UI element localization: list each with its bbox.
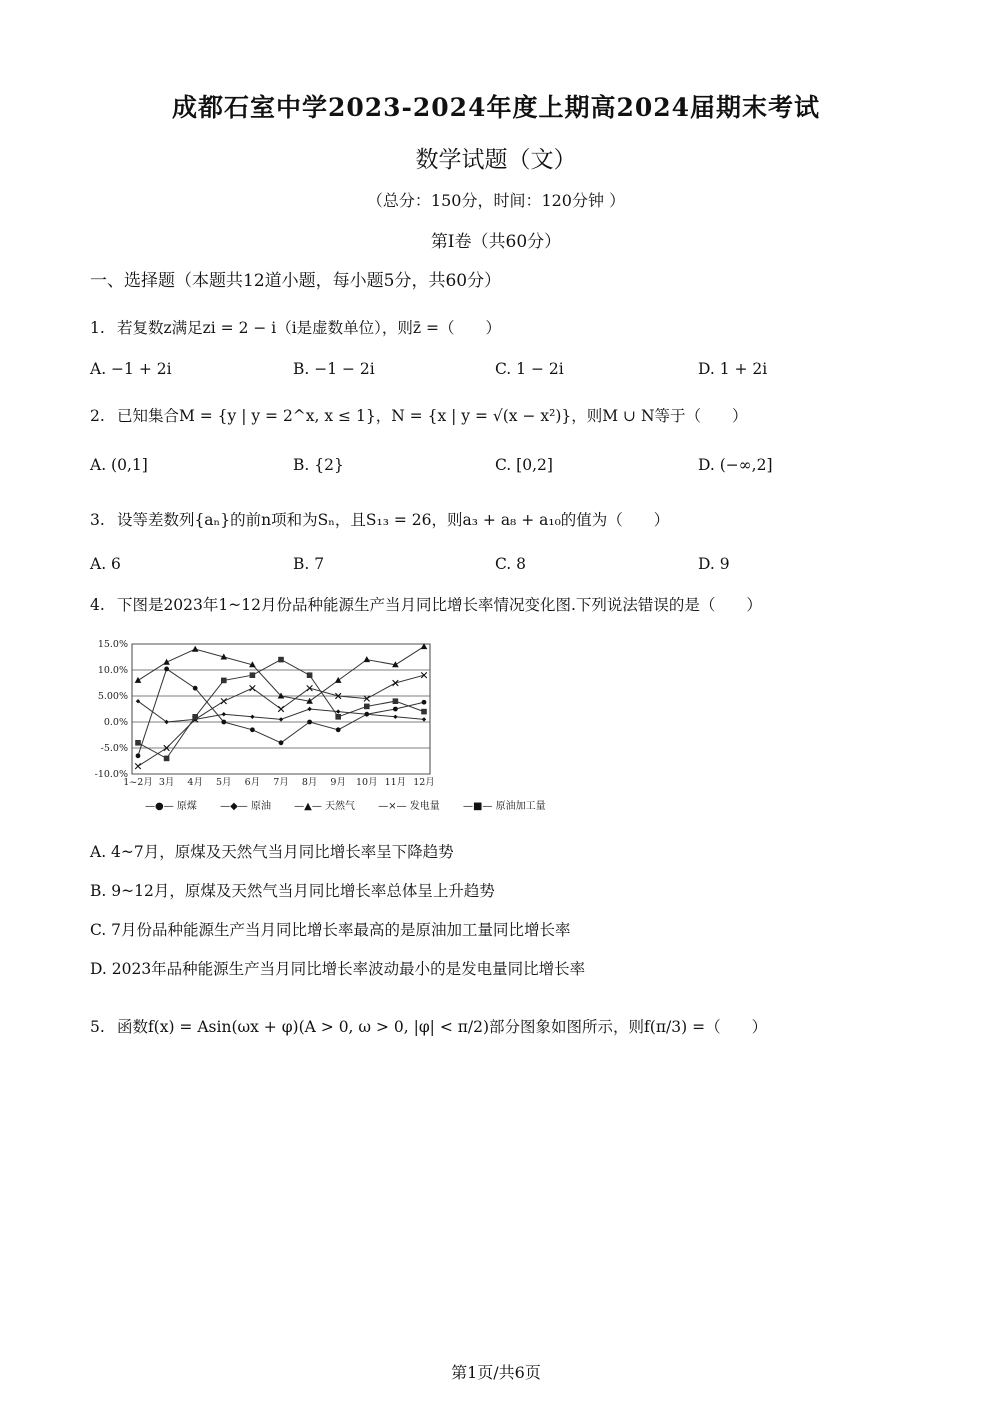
data-point: [307, 720, 312, 725]
data-point: [221, 720, 226, 725]
option-b[interactable]: B. {2}: [293, 456, 344, 474]
data-point: [421, 709, 427, 715]
option-a[interactable]: A. (0,1]: [90, 456, 148, 474]
data-point: [393, 715, 397, 719]
option-c[interactable]: C. [0,2]: [495, 456, 553, 474]
option-c[interactable]: C. 1 − 2i: [495, 360, 564, 378]
data-point: [164, 667, 169, 672]
chart-svg: [90, 636, 435, 796]
question-2: [90, 404, 748, 426]
y-tick-label: -10.0%: [94, 769, 128, 780]
option-d[interactable]: D. 9: [698, 555, 730, 573]
data-point: [364, 704, 370, 710]
question-1: [90, 316, 501, 338]
legend-item: —■— 原油加工量: [462, 801, 546, 812]
data-point: [393, 698, 399, 704]
data-point: [192, 714, 198, 720]
x-tick-label: 1~2月: [123, 777, 153, 788]
question-number: 4.: [90, 596, 105, 614]
data-point: [336, 727, 341, 732]
legend-item: —×— 发电量: [378, 801, 440, 812]
data-point: [393, 707, 398, 712]
data-point: [222, 712, 226, 716]
data-point: [307, 672, 313, 678]
question-4-option-b[interactable]: B. 9~12月，原煤及天然气当月同比增长率总体呈上升趋势: [90, 882, 495, 900]
x-tick-label: 5月: [216, 777, 232, 788]
y-tick-label: -5.0%: [100, 743, 128, 754]
data-point: [279, 717, 283, 721]
x-tick-label: 10月: [356, 777, 378, 788]
question-number: 2.: [90, 407, 105, 425]
chart-legend: [145, 797, 566, 812]
section-heading: 一、选择题（本题共12道小题，每小题5分，共60分）: [90, 271, 502, 291]
option-b[interactable]: B. −1 − 2i: [293, 360, 375, 378]
data-point: [278, 657, 284, 663]
data-point: [364, 656, 371, 662]
option-d[interactable]: D. (−∞,2]: [698, 456, 773, 474]
option-d[interactable]: D. 1 + 2i: [698, 360, 768, 378]
question-5: [90, 1015, 767, 1037]
data-point: [192, 646, 199, 652]
question-4-option-a[interactable]: A. 4~7月，原煤及天然气当月同比增长率呈下降趋势: [90, 843, 454, 861]
option-a[interactable]: A. 6: [90, 555, 121, 573]
legend-item: —◆— 原油: [220, 801, 271, 812]
data-point: [279, 740, 284, 745]
exam-meta: （总分：150分，时间：120分钟 ）: [366, 191, 626, 210]
exam-subtitle: 数学试题（文）: [415, 147, 577, 173]
data-point: [250, 672, 256, 678]
data-point: [135, 677, 142, 683]
question-4: [90, 593, 762, 615]
x-tick-label: 7月: [273, 777, 289, 788]
question-4-option-c[interactable]: C. 7月份品种能源生产当月同比增长率最高的是原油加工量同比增长率: [90, 921, 571, 939]
y-tick-label: 15.0%: [97, 639, 128, 650]
data-point: [393, 680, 399, 686]
x-tick-label: 11月: [384, 777, 407, 788]
data-point: [250, 685, 256, 691]
question-number: 1.: [90, 319, 105, 337]
data-point: [307, 685, 313, 691]
data-point: [278, 706, 284, 712]
question-text: 若复数z满足zi = 2 − i（i是虚数单位），则z̄ =（ ）: [116, 319, 502, 337]
question-text: 设等差数列{aₙ}的前n项和为Sₙ，且S₁₃ = 26，则a₃ + a₈ + a₁₀的值为（ ）: [116, 511, 670, 529]
question-text: 已知集合M = {y | y = 2^x, x ≤ 1}，N = {x | y = √(x − x²)}，则M ∪ N等于（ ）: [116, 407, 748, 425]
energy-growth-chart: [90, 636, 435, 816]
question-text: 下图是2023年1~12月份品种能源生产当月同比增长率情况变化图.下列说法错误的是（ ）: [116, 596, 762, 614]
y-tick-label: 0.0%: [103, 717, 128, 728]
volume-heading: 第Ⅰ卷（共60分）: [430, 232, 562, 252]
question-text: 函数f(x) = Asin(ωx + φ)(A > 0, ω > 0, |φ| < π/2)部分图象如图所示，则f(π/3) =（ ）: [116, 1018, 768, 1036]
option-b[interactable]: B. 7: [293, 555, 325, 573]
data-point: [193, 686, 198, 691]
x-tick-label: 12月: [413, 777, 435, 788]
data-point: [250, 715, 254, 719]
data-point: [250, 727, 255, 732]
page-footer: 第1页/共6页: [451, 1363, 541, 1382]
question-number: 5.: [90, 1018, 105, 1036]
data-point: [163, 659, 170, 665]
question-4-option-d[interactable]: D. 2023年品种能源生产当月同比增长率波动最小的是发电量同比增长率: [90, 960, 586, 978]
option-a[interactable]: A. −1 + 2i: [90, 360, 172, 378]
data-point: [221, 678, 227, 684]
question-number: 3.: [90, 511, 105, 529]
legend-item: —●— 原煤: [145, 801, 197, 812]
y-tick-label: 10.0%: [97, 665, 128, 676]
exam-title: 成都石室中学2023-2024年度上期高2024届期末考试: [171, 93, 821, 122]
option-c[interactable]: C. 8: [495, 555, 527, 573]
data-point: [135, 740, 141, 746]
data-point: [307, 707, 311, 711]
data-point: [421, 672, 427, 678]
data-point: [422, 700, 427, 705]
y-tick-label: 5.00%: [97, 691, 128, 702]
data-point: [164, 756, 170, 762]
data-point: [136, 753, 141, 758]
x-tick-label: 8月: [301, 777, 318, 788]
question-3: [90, 508, 669, 530]
data-point: [335, 714, 341, 720]
data-point: [336, 709, 340, 713]
x-tick-label: 4月: [187, 777, 203, 788]
data-point: [221, 698, 227, 704]
x-tick-label: 3月: [158, 777, 175, 788]
data-point: [422, 717, 426, 721]
data-point: [335, 677, 342, 683]
data-point: [135, 763, 141, 769]
legend-item: —▲— 天然气: [294, 801, 356, 812]
x-tick-label: 9月: [330, 777, 346, 788]
x-tick-label: 6月: [244, 777, 261, 788]
